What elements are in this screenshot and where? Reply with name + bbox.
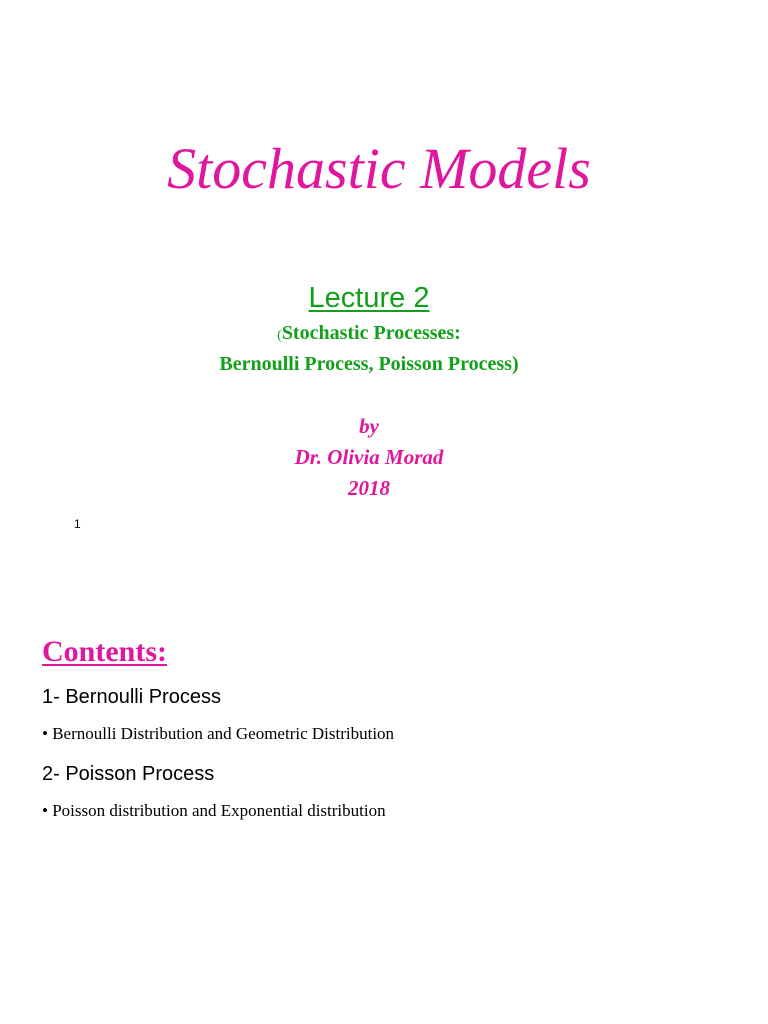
page-number: 1: [74, 517, 81, 531]
contents-heading: Contents:: [42, 635, 167, 668]
document-title: Stochastic Models: [167, 136, 591, 201]
subtitle-open-paren: (: [277, 328, 282, 343]
contents-section-2: 2- Poisson Process: [42, 763, 215, 785]
year: 2018: [348, 476, 390, 500]
contents-section-1: 1- Bernoulli Process: [42, 686, 221, 708]
contents-bullet-2: • Poisson distribution and Exponential distribution: [42, 801, 386, 820]
lecture-subtitle-line-1: [0, 320, 738, 349]
lecture-number: Lecture 2: [308, 282, 430, 314]
author-name: Dr. Olivia Morad: [294, 445, 444, 469]
subtitle-text-1: Stochastic Processes:: [281, 322, 461, 344]
by-label: by: [359, 414, 379, 438]
lecture-subtitle-line-2: Bernoulli Process, Poisson Process): [219, 353, 519, 375]
contents-bullet-1: • Bernoulli Distribution and Geometric Distribution: [42, 724, 395, 743]
